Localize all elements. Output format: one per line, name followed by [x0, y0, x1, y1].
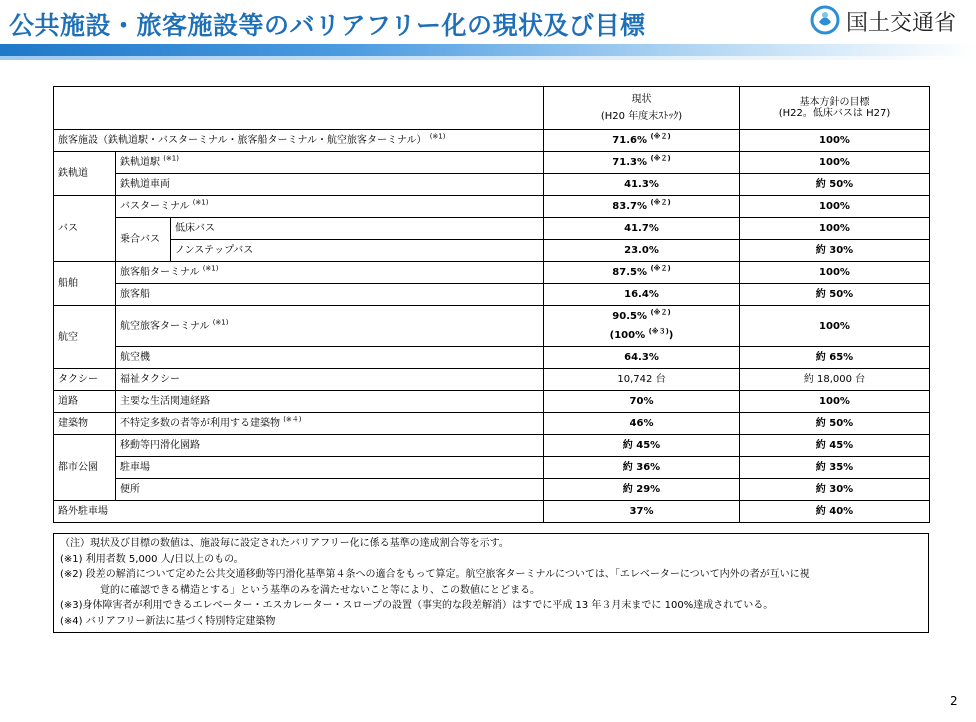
- table-row: [54, 479, 930, 501]
- row-label: バスターミナル $^{(※1)}$: [116, 196, 544, 218]
- current-value: 10,742 台: [544, 369, 740, 391]
- table-row: [54, 435, 930, 457]
- current-value: 70%: [544, 391, 740, 413]
- target-value: 100%: [740, 306, 930, 347]
- title-underline-band-light: [0, 56, 976, 60]
- table-row: [54, 174, 930, 196]
- row-label: 便所: [116, 479, 544, 501]
- current-value: 87.5% $^{(※2)}$: [544, 262, 740, 284]
- table-row: [54, 347, 930, 369]
- current-value: 71.6% $^{(※2)}$: [544, 130, 740, 152]
- header-target-label: 基本方針の目標: [799, 97, 870, 108]
- row-label: 不特定多数の者等が利用する建築物 $^{(※4)}$: [116, 413, 544, 435]
- target-value: 100%: [740, 218, 930, 240]
- table-row: [54, 369, 930, 391]
- row-label: 駐車場: [116, 457, 544, 479]
- current-value: 46%: [544, 413, 740, 435]
- current-value: 83.7% $^{(※2)}$: [544, 196, 740, 218]
- current-value: 約 45%: [544, 435, 740, 457]
- mlit-logo: [810, 4, 970, 38]
- current-value: 41.7%: [544, 218, 740, 240]
- row-label: 福祉タクシー: [116, 369, 544, 391]
- row-label: ノンステップバス: [171, 240, 544, 262]
- table-row: [54, 196, 930, 218]
- header-blank-cell: [54, 87, 544, 130]
- group-label: 航空: [54, 306, 116, 369]
- row-label: 低床バス: [171, 218, 544, 240]
- row-label: 移動等円滑化園路: [116, 435, 544, 457]
- target-value: 100%: [740, 262, 930, 284]
- target-value: 約 30%: [740, 479, 930, 501]
- current-value: 約 36%: [544, 457, 740, 479]
- subgroup-label: 乗合バス: [116, 218, 171, 262]
- page-number: 2: [950, 694, 958, 708]
- logo-text: 国土交通省: [846, 11, 957, 36]
- header-target-sub: (H22。低床バスは H27): [778, 108, 891, 119]
- target-value: 100%: [740, 152, 930, 174]
- footnote: (※3)身体障害者が利用できるエレベーター・エスカレーター・スロープの設置（事実的な段差解消）はすでに平成 13 年３月末までに 100%達成されている。: [60, 600, 774, 611]
- table-row: [54, 457, 930, 479]
- footnotes-box: [53, 533, 929, 633]
- table-row: [54, 262, 930, 284]
- table-row: [54, 152, 930, 174]
- target-value: 100%: [740, 196, 930, 218]
- header-current: [544, 87, 740, 130]
- header-current-sub: (H20 年度末ｽﾄｯｸ): [600, 111, 683, 122]
- target-value: 約 50%: [740, 413, 930, 435]
- target-value: 約 45%: [740, 435, 930, 457]
- table-row: [54, 240, 930, 262]
- footnote: (※2) 段差の解消について定めた公共交通移動等円滑化基準第４条への適合をもって算定。航空旅客ターミナルについては、「エレベーターについて内外の者が互いに視: [60, 569, 810, 580]
- target-value: 約 65%: [740, 347, 930, 369]
- footnote: (※1) 利用者数 5,000 人/日以上のもの。: [60, 553, 244, 565]
- target-value: 約 40%: [740, 501, 930, 523]
- table-row: [54, 284, 930, 306]
- table-row: [54, 130, 930, 152]
- current-value: 41.3%: [544, 174, 740, 196]
- target-value: 100%: [740, 130, 930, 152]
- title-underline-band: [0, 44, 976, 56]
- group-label: 道路: [54, 391, 116, 413]
- target-value: 約 30%: [740, 240, 930, 262]
- group-label: タクシー: [54, 369, 116, 391]
- footnote: (※4) バリアフリー新法に基づく特別特定建築物: [60, 615, 276, 627]
- row-label: 航空機: [116, 347, 544, 369]
- group-label: バス: [54, 196, 116, 262]
- footnote-continuation: 覚的に確認できる構造とする」という基準のみを満たせないこと等により、この数値にとどまる。: [100, 584, 540, 596]
- row-label: 旅客船: [116, 284, 544, 306]
- target-value: 100%: [740, 391, 930, 413]
- table-header-row: [54, 87, 930, 130]
- table-row: [54, 306, 930, 347]
- group-label: 建築物: [54, 413, 116, 435]
- header-target: [740, 87, 930, 130]
- row-label: 主要な生活関連経路: [116, 391, 544, 413]
- current-value: 64.3%: [544, 347, 740, 369]
- current-value: 約 29%: [544, 479, 740, 501]
- group-label: 船舶: [54, 262, 116, 306]
- target-value: 約 50%: [740, 174, 930, 196]
- row-label: 航空旅客ターミナル $^{(※1)}$: [116, 306, 544, 347]
- current-value: 71.3% $^{(※2)}$: [544, 152, 740, 174]
- row-label: 旅客施設（鉄軌道駅・バスターミナル・旅客船ターミナル・航空旅客ターミナル） $^{(※1)}$: [54, 130, 544, 152]
- page-title: 公共施設・旅客施設等のバリアフリー化の現状及び目標: [9, 11, 646, 40]
- target-value: 約 18,000 台: [740, 369, 930, 391]
- current-value: 16.4%: [544, 284, 740, 306]
- footnote: （注）現状及び目標の数値は、施設毎に設定されたバリアフリー化に係る基準の達成割合等を示す。: [60, 538, 509, 549]
- table-row: [54, 218, 930, 240]
- header-current-label: 現状: [631, 94, 652, 105]
- row-label: 路外駐車場: [54, 501, 544, 523]
- page-header: [0, 0, 976, 58]
- row-label: 鉄軌道車両: [116, 174, 544, 196]
- current-value: 37%: [544, 501, 740, 523]
- current-value: 23.0%: [544, 240, 740, 262]
- table-row: [54, 413, 930, 435]
- group-label: 鉄軌道: [54, 152, 116, 196]
- target-value: 約 50%: [740, 284, 930, 306]
- mlit-emblem-icon: [810, 5, 840, 35]
- group-label: 都市公園: [54, 435, 116, 501]
- target-value: 約 35%: [740, 457, 930, 479]
- row-label: 旅客船ターミナル $^{(※1)}$: [116, 262, 544, 284]
- barrier-free-table: [53, 86, 930, 523]
- current-value: 90.5% $^{(※2)}$ (100% $^{(※3)}$): [544, 306, 740, 347]
- table-row: [54, 391, 930, 413]
- row-label: 鉄軌道駅 $^{(※1)}$: [116, 152, 544, 174]
- table-row: [54, 501, 930, 523]
